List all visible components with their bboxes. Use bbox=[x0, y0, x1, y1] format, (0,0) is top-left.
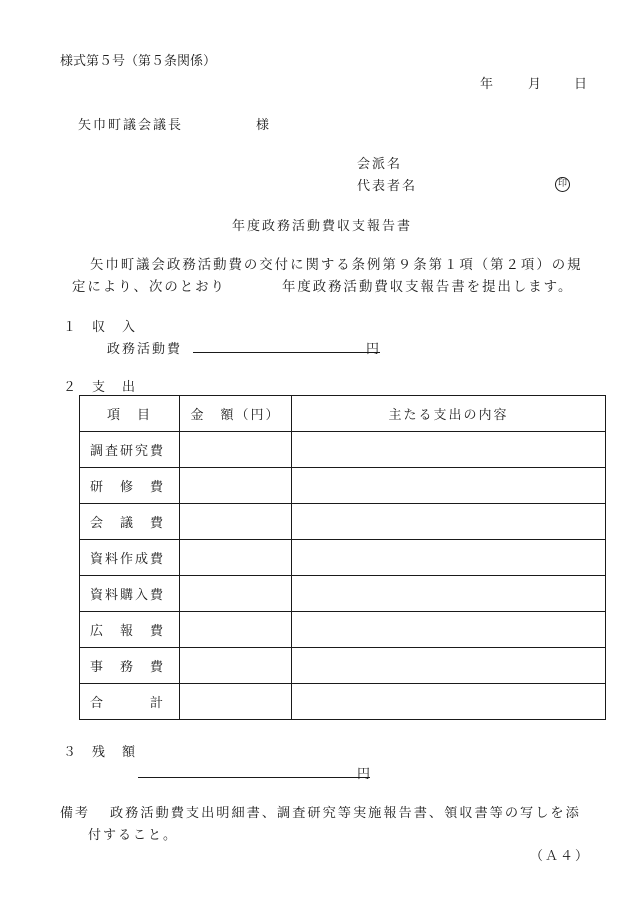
content-cell[interactable] bbox=[292, 432, 606, 468]
amount-cell[interactable] bbox=[180, 684, 292, 720]
balance-amount-line[interactable] bbox=[138, 777, 370, 778]
table-row bbox=[80, 612, 606, 648]
content-cell[interactable] bbox=[292, 612, 606, 648]
balance-heading: 残 額 bbox=[92, 745, 138, 760]
content-cell[interactable] bbox=[292, 468, 606, 504]
column-header-item: 項 目 bbox=[80, 396, 180, 432]
table-row-total bbox=[80, 684, 606, 720]
expenditure-heading: 支 出 bbox=[92, 380, 138, 395]
body-line-2b: 年度政務活動費収支報告書を提出します。 bbox=[282, 280, 574, 295]
amount-cell[interactable] bbox=[180, 648, 292, 684]
expenditure-number: ２ bbox=[63, 380, 77, 395]
expenditure-table bbox=[79, 395, 606, 720]
content-cell[interactable] bbox=[292, 684, 606, 720]
form-number: 様式第５号（第５条関係） bbox=[60, 54, 217, 69]
paper-size: （Ａ４） bbox=[530, 849, 591, 864]
item-label: 広報費 bbox=[90, 624, 164, 639]
table-row bbox=[80, 432, 606, 468]
remarks-label: 備考 bbox=[60, 806, 91, 821]
seal-icon: 印 bbox=[555, 177, 570, 192]
column-header-amount: 金 額（円） bbox=[180, 396, 292, 432]
item-label: 資料購入費 bbox=[90, 588, 164, 603]
faction-label: 会派名 bbox=[357, 157, 403, 172]
balance-number: ３ bbox=[63, 745, 77, 760]
item-label: 資料作成費 bbox=[90, 552, 164, 567]
amount-cell[interactable] bbox=[180, 540, 292, 576]
income-amount-line[interactable] bbox=[193, 352, 380, 353]
body-line-1: 矢巾町議会政務活動費の交付に関する条例第９条第１項（第２項）の規 bbox=[90, 258, 583, 273]
representative-label: 代表者名 bbox=[357, 179, 418, 194]
item-label: 会議費 bbox=[90, 516, 164, 531]
addressee-name: 矢巾町議会議長 bbox=[78, 118, 184, 133]
item-label: 研修費 bbox=[90, 480, 164, 495]
table-row bbox=[80, 468, 606, 504]
remarks-line-2: 付すること。 bbox=[88, 828, 179, 843]
income-item-label: 政務活動費 bbox=[107, 342, 183, 357]
addressee-honorific: 様 bbox=[256, 118, 270, 133]
amount-cell[interactable] bbox=[180, 468, 292, 504]
income-heading: 収 入 bbox=[92, 320, 138, 335]
remarks-line-1: 政務活動費支出明細書、調査研究等実施報告書、領収書等の写しを添 bbox=[110, 806, 581, 821]
body-line-2a: 定により、次のとおり bbox=[72, 280, 226, 295]
amount-cell[interactable] bbox=[180, 612, 292, 648]
column-header-content: 主たる支出の内容 bbox=[292, 396, 606, 432]
date-year: 年 bbox=[480, 77, 494, 92]
date-day: 日 bbox=[574, 77, 588, 92]
table-row bbox=[80, 504, 606, 540]
item-label: 調査研究費 bbox=[90, 444, 164, 459]
table-row bbox=[80, 576, 606, 612]
content-cell[interactable] bbox=[292, 540, 606, 576]
table-row bbox=[80, 648, 606, 684]
document-title: 年度政務活動費収支報告書 bbox=[232, 219, 413, 234]
amount-cell[interactable] bbox=[180, 576, 292, 612]
income-number: １ bbox=[63, 320, 77, 335]
content-cell[interactable] bbox=[292, 648, 606, 684]
seal-mark bbox=[555, 175, 570, 192]
table-row bbox=[80, 540, 606, 576]
item-label: 事務費 bbox=[90, 660, 164, 675]
date-month: 月 bbox=[528, 77, 542, 92]
amount-cell[interactable] bbox=[180, 432, 292, 468]
content-cell[interactable] bbox=[292, 504, 606, 540]
table-header-row bbox=[80, 396, 606, 432]
balance-unit: 円 bbox=[357, 767, 371, 782]
amount-cell[interactable] bbox=[180, 504, 292, 540]
content-cell[interactable] bbox=[292, 576, 606, 612]
income-unit: 円 bbox=[366, 342, 380, 357]
item-label: 合計 bbox=[90, 696, 164, 711]
